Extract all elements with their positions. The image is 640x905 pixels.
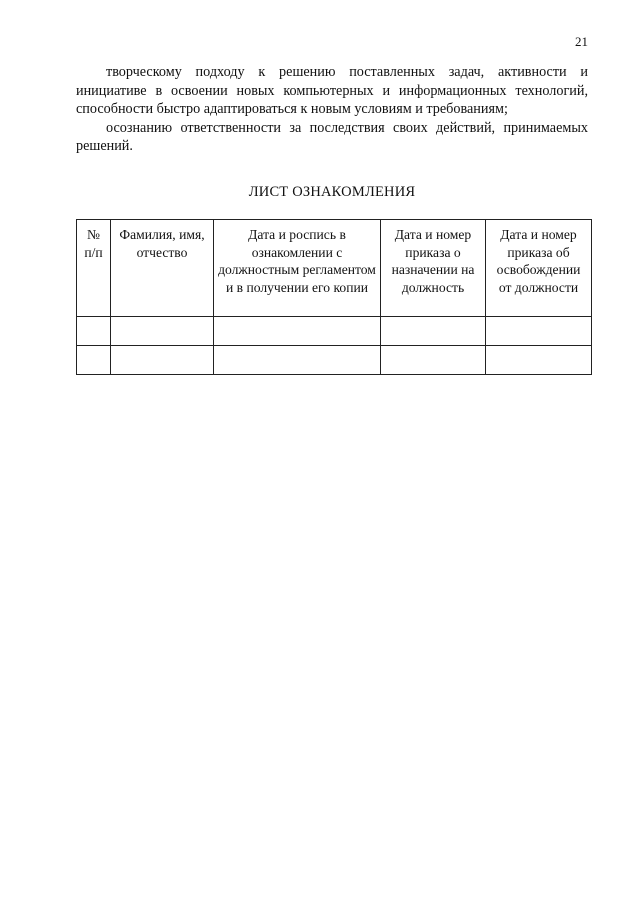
table-cell — [111, 346, 214, 375]
table-cell — [77, 346, 111, 375]
table-row — [77, 317, 592, 346]
column-header-full-name: Фамилия, имя, отчество — [111, 220, 214, 317]
table-cell — [77, 317, 111, 346]
body-text — [76, 63, 588, 156]
table-cell — [381, 346, 486, 375]
column-header-dismissal-order: Дата и номер приказа об освобождении от должности — [486, 220, 592, 317]
table-cell — [214, 317, 381, 346]
paragraph-continuation: творческому подходу к решению поставленных задач, активности и инициативе в освоении новых компьютерных и информационных технологий, способности быстро адаптироваться к новым условиям и требованиям; — [76, 64, 588, 117]
section-title: ЛИСТ ОЗНАКОМЛЕНИЯ — [248, 184, 416, 200]
paragraph: осознанию ответственности за последствия своих действий, принимаемых решений. — [76, 119, 588, 154]
column-header-number: № п/п — [77, 220, 111, 317]
table-cell — [111, 317, 214, 346]
table-cell — [486, 346, 592, 375]
column-header-appointment-order: Дата и номер приказа о назначении на должность — [381, 220, 486, 317]
table-cell — [214, 346, 381, 375]
table-header-row — [77, 220, 592, 317]
acknowledgement-table — [76, 219, 592, 375]
table-cell — [486, 317, 592, 346]
page-number: 21 — [575, 34, 588, 49]
table-cell — [381, 317, 486, 346]
column-header-acknowledgement-date-signature: Дата и роспись в ознакомлении с должностным регламентом и в получении его копии — [214, 220, 381, 317]
table-row — [77, 346, 592, 375]
